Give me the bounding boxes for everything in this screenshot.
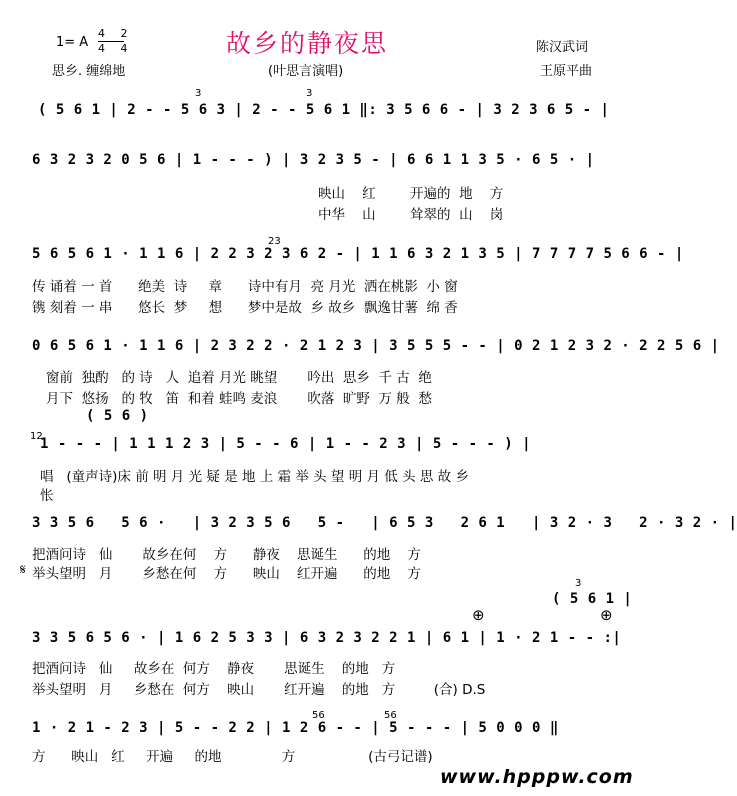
time-signature-top: 4 2 xyxy=(98,27,134,40)
lyrics-row-2-verse-2: 中华 山 耸翠的 山 岗 xyxy=(318,207,504,223)
segno-icon: 𝄋 xyxy=(20,562,26,578)
watermark: www.hpppw.com xyxy=(440,766,634,788)
notation-row-1: ( 5 6 1 | 2 - - 5 6 3 | 2 - - 5 6 1 ‖: 3 5 6 6 - | 3 2 3 6 5 - | xyxy=(38,102,610,118)
song-title: 故乡的静夜思 xyxy=(226,29,389,58)
singer: (叶思言演唱) xyxy=(268,64,344,79)
triplet-mark: 3 xyxy=(306,88,313,99)
lyrics-row-7-verse-2: 举头望明 月 乡愁在 何方 映山 红开遍 的地 方 (合) D.S xyxy=(32,682,486,698)
notation-row-6: 3 3 5 6 5 6 · | 3 2 3 5 6 5 - | 6 5 3 2 6 1 | 3 2 · 3 2 · 3 2 · | xyxy=(32,515,737,531)
grace-note: 23 xyxy=(268,236,281,247)
coda-icon: ⊕ xyxy=(472,606,485,624)
composer: 王原平曲 xyxy=(540,64,593,79)
lyrics-row-6-verse-1: 把酒问诗 仙 故乡在何 方 静夜 思诞生 的地 方 xyxy=(32,547,421,563)
notation-row-2: 6 3 2 3 2 0 5 6 | 1 - - - ) | 3 2 3 5 - | 6 6 1 1 3 5 · 6 5 · | xyxy=(32,152,595,168)
triplet-mark: 3 xyxy=(575,578,582,589)
notation-row-4: 0 6 5 6 1 · 1 1 6 | 2 3 2 2 · 2 1 2 3 | 3 5 5 5 - - | 0 2 1 2 3 2 · 2 2 5 6 | xyxy=(32,338,720,354)
key-signature: 1= A xyxy=(56,35,89,50)
lyrics-row-3-verse-2: 镌 刻着 一 串 悠长 梦 想 梦中是故 乡 故乡 飘逸甘薯 绵 香 xyxy=(32,300,458,316)
triplet-mark: 3 xyxy=(195,88,202,99)
notation-row-3: 5 6 5 6 1 · 1 1 6 | 2 2 3 2 3 6 2 - | 1 1 6 3 2 1 3 5 | 7 7 7 7 5 6 6 - | xyxy=(32,246,684,262)
bracket-notes: ( 5 6 ) xyxy=(86,408,149,424)
notation-row-8: 1 · 2 1 - 2 3 | 5 - - 2 2 | 1 2 6 - - | 5 - - - | 5 0 0 0 ‖ xyxy=(32,720,559,736)
mood: 思乡. 缠绵地 xyxy=(52,64,126,79)
bracket-notes: ( 5 6 1 | xyxy=(552,591,633,607)
lyrics-row-5-verse-2: 怅 xyxy=(40,488,54,504)
grace-note: 56 xyxy=(384,710,397,721)
lyrics-row-6-verse-2: 举头望明 月 乡愁在何 方 映山 红开遍 的地 方 xyxy=(32,566,421,582)
lyrics-row-2-verse-1: 映山 红 开遍的 地 方 xyxy=(318,186,504,202)
notation-row-7: 3 3 5 6 5 6 · | 1 6 2 5 3 3 | 6 3 2 3 2 2 1 | 6 1 | 1 · 2 1 - - :| xyxy=(32,630,622,646)
grace-note: 56 xyxy=(312,710,325,721)
coda-icon: ⊕ xyxy=(600,606,613,624)
notation-row-5: 1 - - - | 1 1 1 2 3 | 5 - - 6 | 1 - - 2 3 | 5 - - - ) | xyxy=(40,436,532,452)
lyricist: 陈汉武词 xyxy=(536,40,589,55)
lyrics-row-4-verse-2: 月下 悠扬 的 牧 笛 和着 蛙鸣 麦浪 吹落 旷野 万 般 愁 xyxy=(46,391,432,407)
lyrics-row-8: 方 映山 红 开遍 的地 方 (古弓记谱) xyxy=(32,749,433,765)
lyrics-row-3-verse-1: 传 诵着 一 首 绝美 诗 章 诗中有月 亮 月光 洒在桃影 小 窗 xyxy=(32,279,458,295)
lyrics-row-4-verse-1: 窗前 独酌 的 诗 人 追着 月光 眺望 吟出 思乡 千 古 绝 xyxy=(46,370,432,386)
lyrics-row-7-verse-1: 把酒问诗 仙 故乡在 何方 静夜 思诞生 的地 方 xyxy=(32,661,396,677)
lyrics-row-5-verse-1: 唱 (童声诗)床 前 明 月 光 疑 是 地 上 霜 举 头 望 明 月 低 头 思 故 乡 xyxy=(40,469,469,485)
time-signature-bottom: 4 4 xyxy=(98,42,134,55)
grace-note: 12 xyxy=(30,431,43,442)
